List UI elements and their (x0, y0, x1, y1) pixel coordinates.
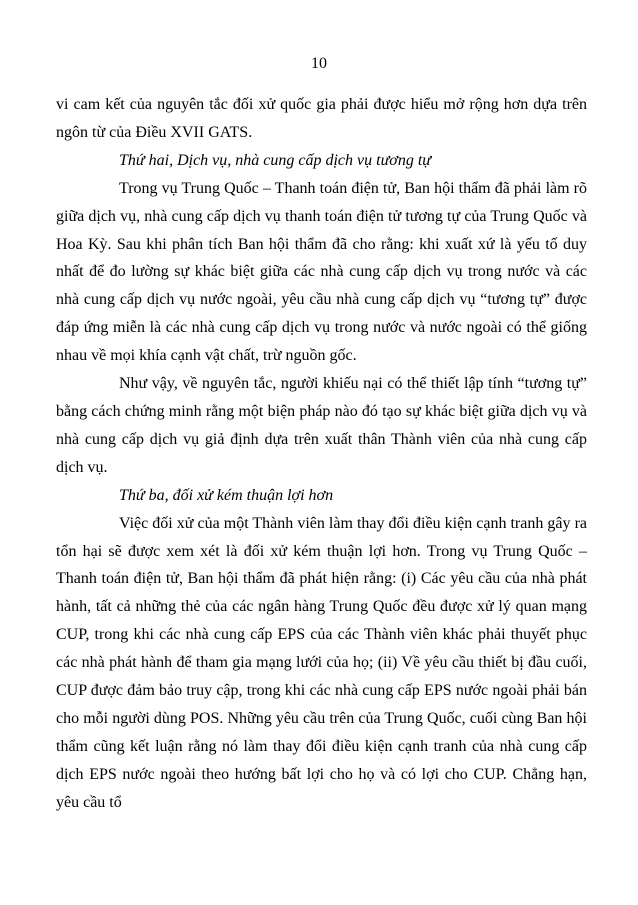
section-heading: Thứ ba, đối xử kém thuận lợi hơn (119, 486, 334, 504)
page-number: 10 (311, 55, 327, 72)
section-heading: Thứ hai, Dịch vụ, nhà cung cấp dịch vụ tương tự (119, 151, 432, 169)
paragraph: Trong vụ Trung Quốc – Thanh toán điện tử, Ban hội thẩm đã phải làm rõ giữa dịch vụ, nhà cung cấp dịch vụ thanh toán điện tử tương tự của Trung Quốc và Hoa Kỳ. Sau khi phân tích Ban hội thẩm đã cho rằng: khi xuất xứ là yếu tố duy nhất để đo lường sự khác biệt giữa các nhà cung cấp dịch vụ trong nước và các nhà cung cấp dịch vụ nước ngoài, yêu cầu nhà cung cấp dịch vụ “tương tự” được đáp ứng miễn là các nhà cung cấp dịch vụ trong nước và nước ngoài có thể giống nhau về mọi khía cạnh vật chất, trừ nguồn gốc. (56, 179, 587, 365)
paragraph: Việc đối xử của một Thành viên làm thay đổi điều kiện cạnh tranh gây ra tổn hại sẽ được xem xét là đối xử kém thuận lợi hơn. Trong vụ Trung Quốc – Thanh toán điện tử, Ban hội thẩm đã phát hiện rằng: (i) Các yêu cầu của nhà phát hành, tất cả những thẻ của các ngân hàng Trung Quốc đều được xử lý quan mạng CUP, trong khi các nhà cung cấp EPS của các Thành viên khác phải thuyết phục các nhà phát hành để tham gia mạng lưới của họ; (ii) Về yêu cầu thiết bị đầu cuối, CUP được đảm bảo truy cập, trong khi các nhà cung cấp EPS nước ngoài phải bán cho mỗi người dùng POS. Những yêu cầu trên của Trung Quốc, cuối cùng Ban hội thẩm cũng kết luận rằng nó làm thay đổi điều kiện cạnh tranh của nhà cung cấp dịch EPS nước ngoài theo hướng bất lợi cho họ và có lợi cho CUP. Chẳng hạn, yêu cầu tổ (56, 514, 587, 811)
paragraph: vi cam kết của nguyên tắc đối xử quốc gia phải được hiểu mở rộng hơn dựa trên ngôn từ của Điều XVII GATS. (56, 96, 587, 141)
paragraph: Như vậy, về nguyên tắc, người khiếu nại có thể thiết lập tính “tương tự” bằng cách chứng minh rằng một biện pháp nào đó tạo sự khác biệt giữa dịch vụ và nhà cung cấp dịch vụ giả định dựa trên xuất thân Thành viên của nhà cung cấp dịch vụ. (56, 375, 587, 476)
body-text (56, 91, 587, 817)
